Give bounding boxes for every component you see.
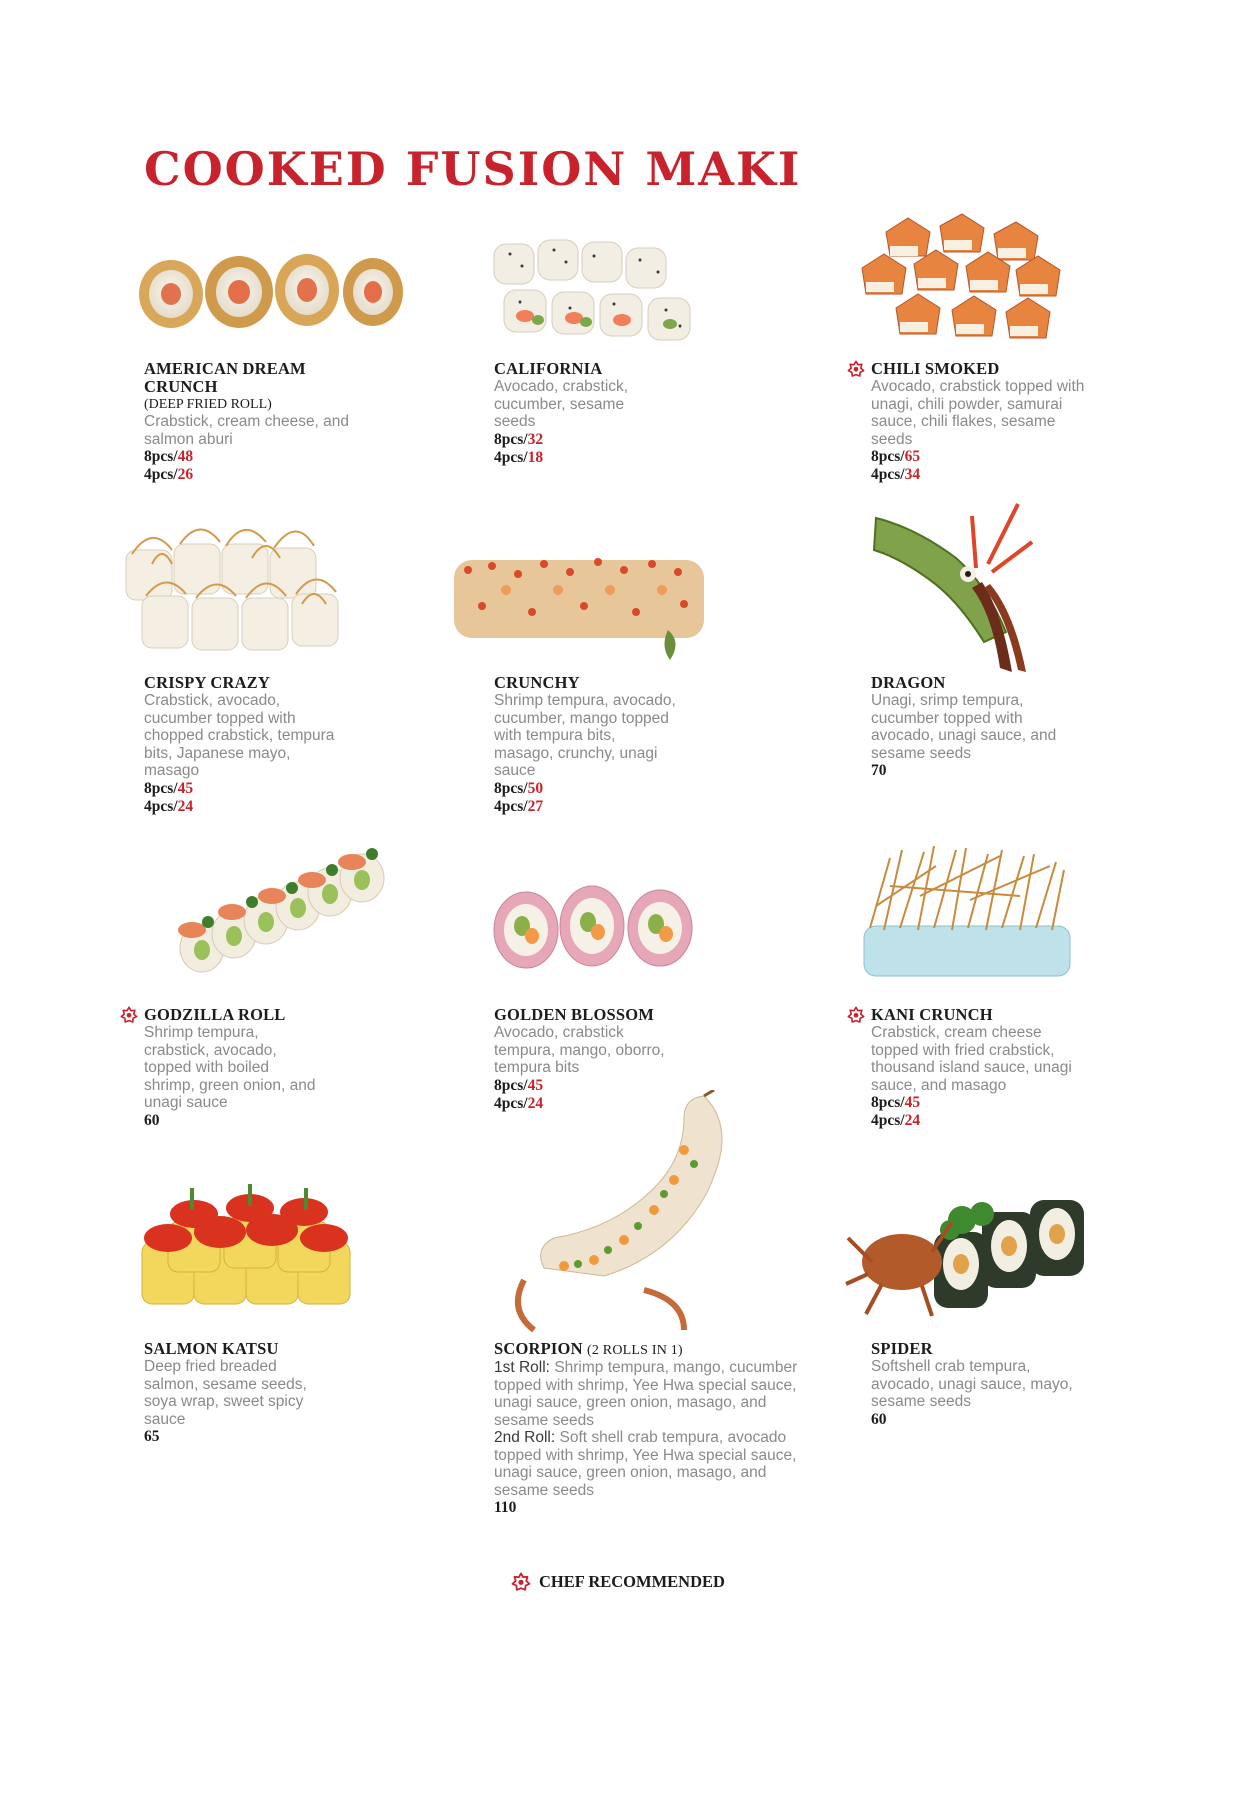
california-photo: [490, 236, 700, 348]
price-8pcs: 8pcs/45: [871, 1094, 921, 1111]
chef-recommended-icon: [511, 1572, 531, 1592]
kani-crunch-photo: [860, 836, 1080, 986]
menu-item-kani-crunch: [871, 1006, 1091, 1130]
item-description: Shrimp tempura, avocado, cucumber, mango topped with tempura bits, masago, crunchy, unagi sauce: [494, 692, 676, 779]
menu-item-crunchy: [494, 674, 679, 816]
menu-item-golden-blossom: [494, 1006, 669, 1113]
price-8pcs: 8pcs/32: [494, 430, 544, 448]
page-title: COOKED FUSION MAKI: [144, 142, 802, 196]
crunchy-photo: [448, 546, 710, 662]
item-description: Avocado, crabstick topped with unagi, chili powder, samurai sauce, chili flakes, sesame seeds: [871, 378, 1085, 448]
price: 65: [144, 1428, 160, 1445]
price-4pcs: 4pcs/24: [871, 1112, 921, 1129]
item-name: SCORPION (2 ROLLS IN 1): [494, 1339, 683, 1358]
scorpion-photo: [504, 1090, 740, 1340]
menu-item-salmon-katsu: [144, 1340, 334, 1446]
item-description: Softshell crab tempura, avocado, unagi sauce, mayo, sesame seeds: [871, 1358, 1073, 1410]
godzilla-roll-photo: [172, 838, 394, 978]
chef-recommended-icon: [120, 1006, 138, 1024]
golden-blossom-photo: [492, 876, 706, 976]
menu-item-chili-smoked: [871, 360, 1091, 484]
item-description: Deep fried breaded salmon, sesame seeds, soya wrap, sweet spicy sauce: [144, 1358, 307, 1428]
item-description: Unagi, srimp tempura, cucumber topped with avocado, unagi sauce, and sesame seeds: [871, 692, 1057, 762]
price-4pcs: 4pcs/34: [871, 466, 921, 483]
menu-item-crispy-crazy: [144, 674, 344, 816]
salmon-katsu-photo: [138, 1182, 354, 1312]
chili-smoked-photo: [856, 212, 1068, 352]
item-description: Crabstick, cream cheese, and salmon aburi: [144, 413, 350, 448]
spider-photo: [842, 1192, 1096, 1324]
item-description: Avocado, crabstick, cucumber, sesame seeds: [494, 378, 629, 430]
item-description: Avocado, crabstick tempura, mango, oborro, tempura bits: [494, 1024, 665, 1076]
item-name: DRAGON: [871, 673, 946, 692]
chef-recommended-icon: [847, 360, 865, 378]
menu-item-american-dream-crunch: [144, 360, 354, 484]
item-description: Crabstick, cream cheese topped with fried crabstick, thousand island sauce, unagi sauce, and masago: [871, 1024, 1072, 1094]
menu-item-california: [494, 360, 664, 467]
price-8pcs: 8pcs/48: [144, 448, 194, 465]
item-name: CHILI SMOKED: [871, 359, 1000, 378]
item-name: KANI CRUNCH: [871, 1005, 993, 1024]
price-8pcs: 8pcs/50: [494, 779, 544, 797]
item-name: GOLDEN BLOSSOM: [494, 1005, 655, 1024]
price-4pcs: 4pcs/27: [494, 797, 544, 815]
dragon-photo: [872, 498, 1068, 678]
menu-item-spider: [871, 1340, 1081, 1429]
price-4pcs: 4pcs/26: [144, 466, 194, 483]
chef-recommended-legend: [511, 1572, 725, 1592]
crispy-crazy-photo: [122, 514, 356, 656]
price-4pcs: 4pcs/24: [494, 1094, 544, 1112]
item-name: SPIDER: [871, 1339, 933, 1358]
menu-item-scorpion: [494, 1340, 808, 1517]
legend-label: CHEF RECOMMENDED: [539, 1572, 725, 1591]
american-dream-crunch-photo: [135, 248, 407, 336]
price: 70: [871, 762, 887, 779]
chef-recommended-icon: [847, 1006, 865, 1024]
item-name: AMERICAN DREAM CRUNCH: [144, 359, 306, 396]
item-name: CRISPY CRAZY: [144, 673, 271, 692]
item-description: Crabstick, avocado, cucumber topped with chopped crabstick, tempura bits, Japanese mayo, masago: [144, 692, 335, 779]
item-name: SALMON KATSU: [144, 1339, 279, 1358]
item-description: Shrimp tempura, crabstick, avocado, topped with boiled shrimp, green onion, and unagi sauce: [144, 1024, 316, 1111]
item-name: GODZILLA ROLL: [144, 1005, 286, 1024]
price-8pcs: 8pcs/45: [144, 779, 194, 797]
item-note: (2 ROLLS IN 1): [587, 1343, 683, 1358]
price: 60: [144, 1111, 160, 1129]
price: 60: [871, 1410, 887, 1428]
price-4pcs: 4pcs/18: [494, 448, 544, 466]
price: 110: [494, 1499, 517, 1516]
price-4pcs: 4pcs/24: [144, 797, 194, 815]
price-8pcs: 8pcs/65: [871, 448, 921, 465]
item-note: (DEEP FRIED ROLL): [144, 397, 272, 412]
menu-item-godzilla-roll: [144, 1006, 319, 1130]
roll-2-description: 2nd Roll: Soft shell crab tempura, avocado topped with shrimp, Yee Hwa special sauce, unagi sauce, green onion, masago, and sesame seeds: [494, 1429, 797, 1499]
item-name: CRUNCHY: [494, 673, 580, 692]
price-8pcs: 8pcs/45: [494, 1076, 544, 1094]
item-name: CALIFORNIA: [494, 359, 603, 378]
menu-item-dragon: [871, 674, 1071, 780]
roll-1-description: 1st Roll: Shrimp tempura, mango, cucumber topped with shrimp, Yee Hwa special sauce, unagi sauce, green onion, masago, and sesame seeds: [494, 1359, 798, 1429]
